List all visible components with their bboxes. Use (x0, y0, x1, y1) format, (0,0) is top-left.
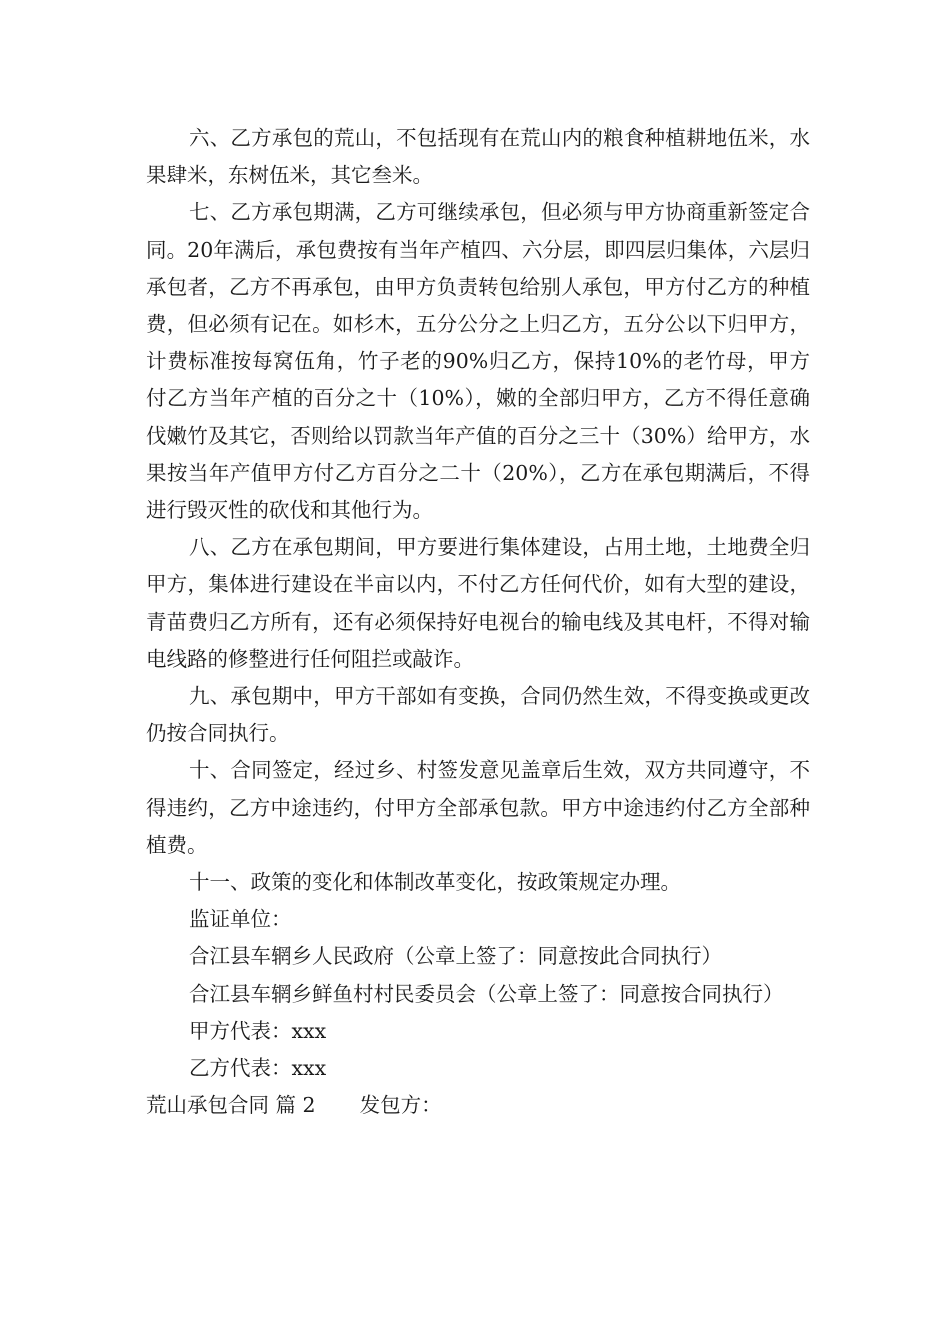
party-a-representative: 甲方代表：xxx (189, 1018, 327, 1043)
supervisor-township: 合江县车辋乡人民政府（公章上签了：同意按此合同执行） (189, 944, 722, 969)
clause-11: 十一、政策的变化和体制改革变化，按政策规定办理。 (189, 870, 681, 895)
next-section-title: 荒山承包合同 篇 2 (146, 1093, 316, 1118)
party-b-representative: 乙方代表：xxx (189, 1056, 327, 1081)
clause-7: 七、乙方承包期满，乙方可继续承包，但必须与甲方协商重新签定合同。20年满后，承包费按有当年产植四、六分层，即四层归集体，六层归承包者，乙方不再承包，由甲方负责转包给别人承包，甲方付乙方的种植费，但必须有记在。如杉木，五分公分之上归乙方，五分公以下归甲方，计费标准按每窝伍角，竹子老的90%归乙方，保持10%的老竹母，甲方付乙方当年产植的百分之十（10%），嫩的全部归甲方，乙方不得任意确伐嫩竹及其它，否则给以罚款当年产值的百分之三十（30%）给甲方，水果按当年产值甲方付乙方百分之二十（20%），乙方在承包期满后，不得进行毁灭性的砍伐和其他行为。 (146, 200, 810, 523)
supervisor-label: 监证单位： (189, 907, 292, 932)
clause-10: 十、合同签定，经过乡、村签发意见盖章后生效，双方共同遵守，不得违约，乙方中途违约，付甲方全部承包款。甲方中途违约付乙方全部种植费。 (146, 758, 810, 857)
contractor-label: 发包方： (359, 1093, 442, 1118)
supervisor-village: 合江县车辋乡鲜鱼村村民委员会（公章上签了：同意按合同执行） (189, 981, 784, 1006)
next-section-heading (146, 1087, 810, 1124)
clause-9: 九、承包期中，甲方干部如有变换，合同仍然生效，不得变换或更改仍按合同执行。 (146, 684, 810, 746)
clause-8: 八、乙方在承包期间，甲方要进行集体建设，占用土地，土地费全归甲方，集体进行建设在半亩以内，不付乙方任何代价，如有大型的建设，青苗费归乙方所有，还有必须保持好电视台的输电线及其电杆，不得对输电线路的修整进行任何阻拦或敲诈。 (146, 535, 810, 671)
clause-6: 六、乙方承包的荒山，不包括现有在荒山内的粮食种植耕地伍米，水果肆米，东树伍米，其它叁米。 (146, 126, 810, 188)
document-body (146, 120, 810, 1124)
